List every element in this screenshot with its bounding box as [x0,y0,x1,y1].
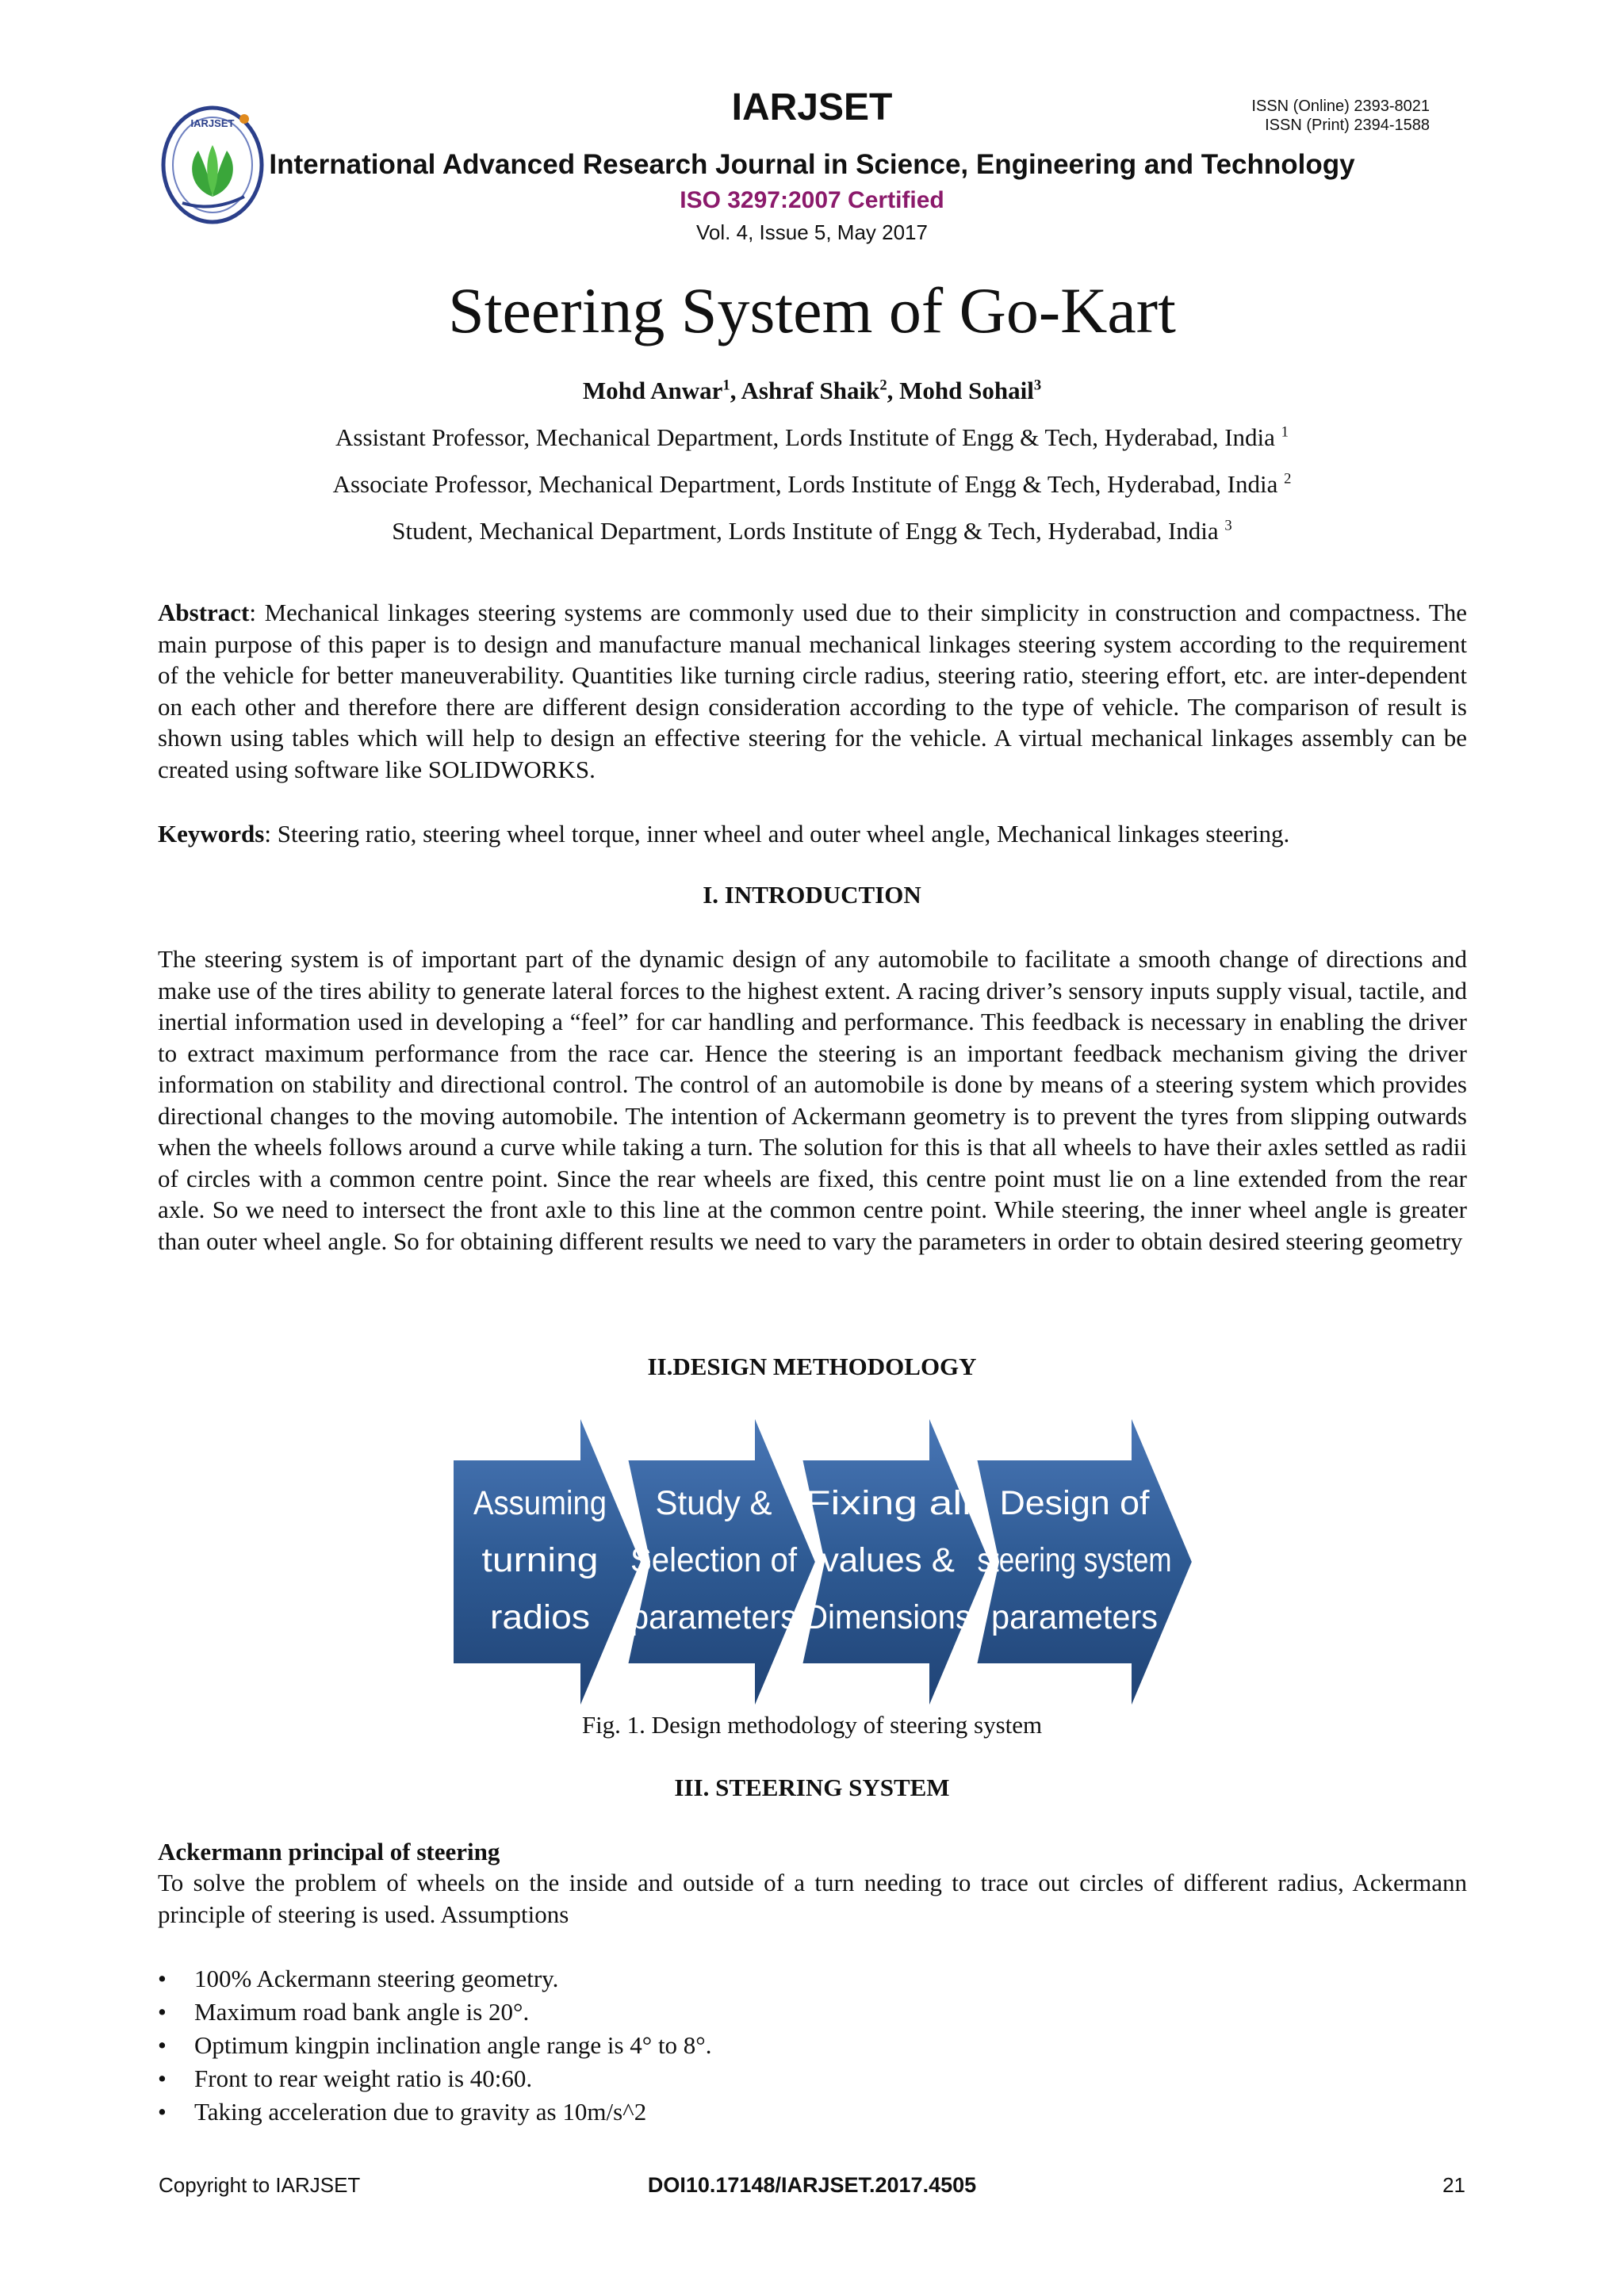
section-heading-design-methodology: II.DESIGN METHODOLOGY [647,1353,977,1380]
affiliation-sup: 3 [1224,517,1232,534]
keywords-label: Keywords [158,820,265,848]
figure-caption: Fig. 1. Design methodology of steering system [581,1711,1043,1739]
assumption-item: • 100% Ackermann steering geometry. [158,1962,711,1996]
methodology-step-label: radios [490,1598,590,1636]
paper-title: Steering System of Go-Kart [448,274,1176,346]
footer-copyright: Copyright to IARJSET [159,2173,361,2197]
section-heading-introduction: I. INTRODUCTION [703,881,921,909]
ackermann-subheading [158,1836,1467,1868]
assumptions-list [158,1962,711,2129]
methodology-step-label: steering system [977,1541,1172,1579]
author-name: Mohd Sohail [899,377,1034,404]
methodology-step-label: parameters [991,1598,1158,1636]
issn-online: ISSN (Online) 2393-8021 [1251,98,1430,115]
abstract-label: Abstract [158,599,250,626]
affiliation-text: Assistant Professor, Mechanical Department, Lords Institute of Engg & Tech, Hyderabad, India [335,423,1275,451]
journal-full-name: International Advanced Research Journal in Science, Engineering and Technology [269,149,1355,180]
methodology-step-label: turning [481,1541,599,1579]
assumption-item: • Front to rear weight ratio is 40:60. [158,2062,711,2095]
ackermann-text: To solve the problem of wheels on the inside and outside of a turn needing to trace out circles of different radius, Ackermann principle of steering is used. Assumptions [158,1869,1467,1928]
author-name: Ashraf Shaik [741,377,880,404]
methodology-step-label: Study & [655,1484,772,1522]
design-methodology-figure [444,1411,1174,1712]
footer-doi: DOI10.17148/IARJSET.2017.4505 [647,2173,977,2197]
affiliation-sup: 1 [1281,423,1289,441]
methodology-step-label: Assuming [473,1484,607,1522]
author-name: Mohd Anwar [582,377,723,404]
methodology-step-label: Dimensions [805,1598,971,1636]
assumption-item: • Maximum road bank angle is 20°. [158,1996,711,2029]
methodology-step-label: Selection of [630,1541,798,1579]
logo-text: IARJSET [190,117,235,129]
affiliation-text: Student, Mechanical Department, Lords Institute of Engg & Tech, Hyderabad, India [392,517,1219,545]
keywords: Keywords: Steering ratio, steering wheel torque, inner wheel and outer wheel angle, Mechanical linkages steering. [158,820,1290,848]
issn-block [1251,97,1430,135]
keywords-text: Steering ratio, steering wheel torque, inner wheel and outer wheel angle, Mechanical linkages steering. [277,820,1290,848]
assumption-item: • Optimum kingpin inclination angle range is 4° to 8°. [158,2029,711,2062]
author-sup: 1 [722,377,730,394]
affiliation [0,517,1624,545]
assumption-item: • Taking acceleration due to gravity as 10m/s^2 [158,2095,711,2129]
section-heading-steering-system: III. STEERING SYSTEM [674,1774,950,1801]
affiliation [0,470,1624,499]
iso-certification: ISO 3297:2007 Certified [680,187,944,213]
author-list: Mohd Anwar$^1$, Ashraf Shaik$^2$, Mohd Sohail$^3$ [582,377,1042,404]
affiliation-sup: 2 [1284,470,1292,488]
methodology-step-label: Fixing all [805,1484,971,1522]
journal-short-name: IARJSET [731,86,893,128]
volume-issue: Vol. 4, Issue 5, May 2017 [696,220,928,244]
affiliation [0,423,1624,452]
author-sup: 2 [879,377,887,394]
affiliation-text: Associate Professor, Mechanical Department, Lords Institute of Engg & Tech, Hyderabad, India [332,470,1278,498]
methodology-step-label: parameters [630,1598,797,1636]
abstract: Abstract: Mechanical linkages steering systems are commonly used due to their simplicity in construction and compactness. The main purpose of this paper is to design and manufacture manual mechanical linkages steering system according to the requirement of the vehicle for better maneuverability. Quantities like turning circle radius, steering ratio, steering effort, etc. are inter-dependent on each other and therefore there are different design consideration according to the type of vehicle. The comparison of result is shown using tables which will help to design an effective steering for the vehicle. A virtual mechanical linkages assembly can be created using software like SOLIDWORKS. [158,599,1467,783]
page-number: 21 [1442,2173,1465,2197]
abstract-text: Mechanical linkages steering systems are commonly used due to their simplicity in construction and compactness. The main purpose of this paper is to design and manufacture manual mechanical linkages steering system according to the requirement of the vehicle for better maneuverability. Quantities like turning circle radius, steering ratio, steering effort, etc. are inter-dependent on each other and therefore there are different design consideration according to the type of vehicle. The comparison of result is shown using tables which will help to design an effective steering for the vehicle. A virtual mechanical linkages assembly can be created using software like SOLIDWORKS. [158,599,1467,783]
issn-print: ISSN (Print) 2394-1588 [1265,117,1430,134]
ackermann-subheading-text: Ackermann principal of steering [158,1838,500,1866]
introduction-text: The steering system is of important part of the dynamic design of any automobile to facilitate a smooth change of directions and make use of the tires ability to generate lateral forces to the highest extent. A racing driver’s sensory inputs supply visual, tactile, and inertial information used in developing a “feel” for car handling and performance. This feedback is necessary in enabling the driver to extract maximum performance from the race car. Hence the steering is an important feedback mechanism giving the driver information on stability and directional control. The control of an automobile is done by means of a steering system which provides directional changes to the moving automobile. The intention of Ackermann geometry is to prevent the tyres from slipping outwards when the wheels follows around a curve while taking a turn. The solution for this is that all wheels to have their axles settled as radii of circles with a common centre point. Since the rear wheels are fixed, this centre point must lie on a line extended from the rear axle. So we need to intersect the front axle to this line at the common centre point. While steering, the inner wheel angle is greater than outer wheel angle. So for obtaining different results we need to vary the parameters in order to obtain desired steering geometry [158,945,1467,1255]
methodology-step-label: values & [822,1541,956,1579]
author-sup: 3 [1033,377,1042,394]
methodology-step-label: Design of [999,1484,1151,1522]
